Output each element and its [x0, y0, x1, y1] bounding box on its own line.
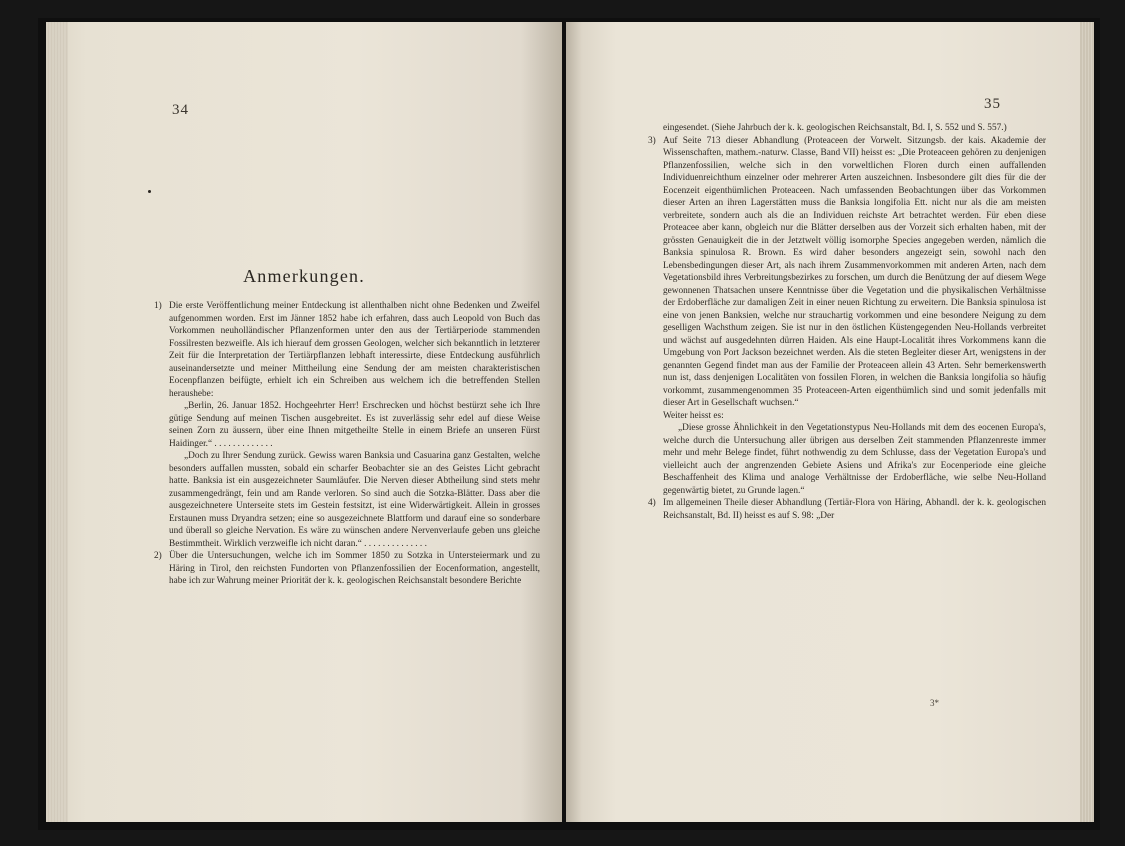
footnote-1 [154, 300, 540, 400]
footnote-number: 1) [154, 301, 162, 311]
footnote-text: Auf Seite 713 dieser Abhandlung (Proteaceen der Vorwelt. Sitzungsb. der kais. Akademie der Wissenschaften, mathem.-naturw. Classe, Band VII) heisst es: „Die Proteaceen gehören zu denjenigen Pflanzenfossilien, welche sich in den vorweltlichen Floren durch einen auffallenden Individuenreichthum einzelner oder mehrerer Arten auszeichnen. Insbesondere gilt dies für die der Eocenzeit eigenthümlichen Proteaceen. Nach umfassenden Beobachtungen über das Vorkommen dieser Arten an ihren Lagerstätten muss die Banksia longifolia Ett. nicht nur als die am meisten verbreitete, sondern auch als die an Individuen reichste Art betrachtet werden. Für eben diese Proteacee aber kann, obgleich nur die Blätter derselben aus der Vorzeit sich erhalten haben, mit der grössten Genauigkeit die in der Jetztwelt völlig isomorphe Species angegeben werden, nämlich die Banksia spinulosa R. Brown. Es wird daher besonders angezeigt sein, sowohl nach den Lebensbedingungen dieser Art, als nach ihrem Zusammenvorkommen mit anderen Arten, nach dem Vegetationsbild ihres Verbreitungsbezirkes zu forschen, um durch die Benützung der auf diesem Wege gewonnenen Thatsachen unsere Kenntnisse über die Vegetation und die physikalischen Verhältnisse der Erdoberfläche zur damaligen Zeit in einer neuen Richtung zu erweitern. Die Banksia spinulosa ist eine von jenen Banksien, welche nur strauchartig vorkommen und eine besondere Neigung zu dem geselligen Wachsthum zeigen. Sie ist nur in den östlichen Küstengegenden Neu-Hollands verbreitet und wächst auf ausgedehnten dürren Haiden. Als eine Haupt-Localität ihres Vorkommens kann die Umgebung von Port Jackson bezeichnet werden. Als die steten Begleiter dieser Art, wenigstens in der genannten Gegend findet man aus der Familie der Proteaceen allein 43 Arten. Sehr bemerkenswerth nun ist, dass denjenigen Localitäten von fossilen Floren, in welchen die Banksia longifolia so häufig vorkommt, zusammengenommen 35 Proteaceen-Arten eigenthümlich sind und somit jedenfalls mit dieser Art in Gesellschaft wuchsen.“ [663, 135, 1046, 408]
page-number-right: 35 [984, 96, 1001, 112]
quote-text: „Diese grosse Ähnlichkeit in den Vegetationstypus Neu-Hollands mit dem des eocenen Europa's, welche durch die Untersuchung aller übrigen aus derselben Zeit stammenden Pflanzenreste immer mehr und mehr Belege findet, führt nothwendig zu dem Schlusse, dass der Vegetation Europa's und vielleicht auch der angrenzenden Gebiete Asiens und Afrika's zur Eocenperiode eine gleiche Beschaffenheit des Klima und analoge Verhältnisse der Erdoberfläche, wie selbe Neu-Holland gegenwärtig bietet, zu Grunde lagen.“ [663, 423, 1046, 496]
notes-column-left [154, 300, 540, 588]
footnote-2-continued [648, 122, 1046, 135]
footnote-text: Weiter heisst es: [663, 410, 724, 421]
letter-quote-2 [154, 450, 540, 550]
left-page [46, 22, 562, 822]
footnote-text: eingesendet. (Siehe Jahrbuch der k. k. geologischen Reichsanstalt, Bd. I, S. 552 und S. 557.) [663, 123, 1007, 133]
footnote-4 [648, 497, 1046, 522]
footnote-number: 2) [154, 551, 162, 561]
page-heading: Anmerkungen. [243, 266, 365, 286]
open-book [38, 18, 1100, 830]
quote-text: „Doch zu Ihrer Sendung zurück. Gewiss waren Banksia und Casuarina ganz Gestalten, welche besonders auffallen mussten, sobald ein scharfer Beobachter sie an des Geistes Licht gebracht hatte. Banksia ist ein ausgezeichneter Saumläufer. Die Nerven dieser Abtheilung sind stets mehr zusammengedrängt, fein und am Rande verloren. So sind auch die Sotzka-Blätter. Dass aber die ausgezeichnetere Unterseite stets im Gestein festsitzt, ist eine Widerwärtigkeit. Allein in grosses Erstaunen muss Dryandra setzen; eine so ausgezeichnete Blattform und darauf eine so sonderbare und überall so gleiche Nervation. Es wäre zu wünschen andere Nervenverlaufe geben uns gleiche Bestimmtheit. Wirklich verzweifle ich nicht daran.“ . . . . . . . . . . . . . . [169, 451, 540, 549]
quote-text: „Berlin, 26. Januar 1852. Hochgeehrter Herr! Erschrecken und höchst bestürzt sehe ich Ihre gütige Sendung auf meinen Tischen ausgebreitet. Es ist zuverlässig sehr edel auf diese Weise seinen Zorn zu äussern, über eine Ihnen mitgetheilte Stelle in einem Briefe an unseren Fürst Haidinger.“ . . . . . . . . . . . . . [169, 401, 540, 449]
footnote-text: Die erste Veröffentlichung meiner Entdeckung ist allenthalben nicht ohne Bedenken und Zweifel aufgenommen worden. Erst im Jänner 1852 habe ich erfahren, dass auch Leopold von Buch das Vorkommen neuholländischer Pflanzenformen unter den aus der Tertiärperiode stammenden Fossilresten bezweifle. Als ich hierauf dem grossen Geologen, welcher sich bekanntlich in letzterer Zeit für die Interpretation der Tertiärpflanzen lebhaft interessirte, diese Entdeckung ausführlich auseinandersetzte und meiner Mittheilung eine Sendung der am meisten charakteristischen Eocenpflanzen beifügte, erhielt ich ein Schreiben aus welchem ich die betreffenden Stellen heraushebe: [169, 301, 540, 399]
letter-quote-1 [154, 400, 540, 450]
ink-speck [148, 190, 151, 193]
footnote-text: Im allgemeinen Theile dieser Abhandlung (Tertiär-Flora von Häring, Abhandl. der k. k. geologischen Reichsanstalt, Bd. II) heisst es auf S. 98: „Der [663, 498, 1046, 521]
right-page [566, 22, 1094, 822]
footnote-number: 3) [648, 135, 656, 146]
footnote-3-continued [648, 410, 1046, 423]
footnote-number: 4) [648, 498, 656, 508]
footnote-2 [154, 550, 540, 588]
page-stack-edge [1080, 22, 1094, 822]
footnote-3-quote [648, 422, 1046, 497]
page-stack-edge [46, 22, 68, 822]
page-number-left: 34 [172, 102, 189, 118]
footnote-3 [648, 135, 1046, 410]
printer-signature-mark: 3* [930, 698, 939, 708]
notes-column-right [648, 122, 1046, 522]
footnote-text: Über die Untersuchungen, welche ich im Sommer 1850 zu Sotzka in Untersteiermark und zu Häring in Tirol, den reichsten Fundorten von Pflanzenfossilien der Eocenformation, angestellt, habe ich zur Wahrung meiner Priorität der k. k. geologischen Reichsanstalt besondere Berichte [169, 551, 540, 586]
